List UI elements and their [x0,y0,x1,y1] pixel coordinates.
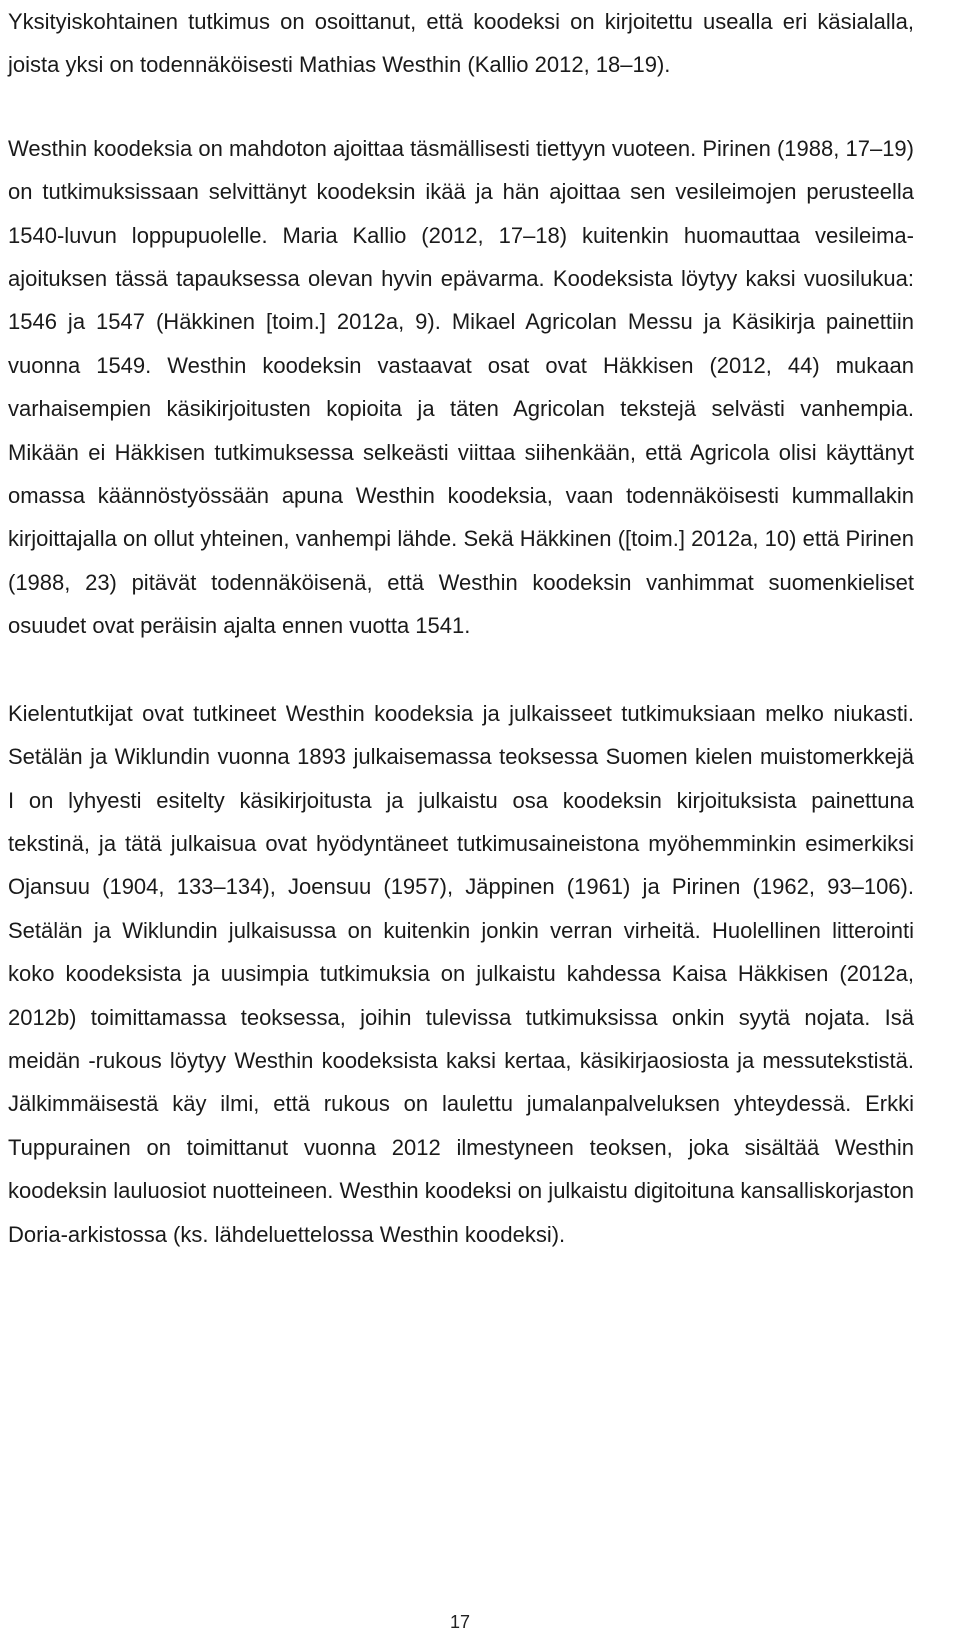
page-number: 17 [449,1612,471,1632]
paragraph-3: Kielentutkijat ovat tutkineet Westhin koodeksia ja julkaisseet tutkimuksiaan melko niukasti. Setälän ja Wiklundin vuonna 1893 julkaisemassa teoksessa Suomen kielen muistomerkkejä I on lyhyesti esitelty käsikirjoitusta ja julkaistu osa koodeksin kirjoituksista painettuna tekstinä, ja tätä julkaisua ovat hyödyntäneet tutkimusaineistona myöhemminkin esimerkiksi Ojansuu (1904, 133–134), Joensuu (1957), Jäppinen (1961) ja Pirinen (1962, 93–106). Setälän ja Wiklundin julkaisussa on kuitenkin jonkin verran virheitä. Huolellinen litterointi koko koodeksista ja uusimpia tutkimuksia on julkaistu kahdessa Kaisa Häkkisen (2012a, 2012b) toimittamassa teoksessa, joihin tulevissa tutkimuksissa onkin syytä nojata. Isä meidän -rukous löytyy Westhin koodeksista kaksi kertaa, käsikirjaosiosta ja messutekstistä. Jälkimmäisestä käy ilmi, että rukous on laulettu jumalanpalveluksen yhteydessä. Erkki Tuppurainen on toimittanut vuonna 2012 ilmestyneen teoksen, joka sisältää Westhin koodeksin lauluosiot nuotteineen. Westhin koodeksi on julkaistu digitoituna kansalliskorjaston Doria-arkistossa (ks. lähdeluettelossa Westhin koodeksi). [8,700,914,1247]
paragraph-2: Westhin koodeksia on mahdoton ajoittaa täsmällisesti tiettyyn vuoteen. Pirinen (1988, 17–19) on tutkimuksissaan selvittänyt koodeksin ikää ja hän ajoittaa sen vesileimojen perusteella 1540-luvun loppupuolelle. Maria Kallio (2012, 17–18) kuitenkin huomauttaa vesileima-ajoituksen tässä tapauksessa olevan hyvin epävarma. Koodeksista löytyy kaksi vuosilukua: 1546 ja 1547 (Häkkinen [toim.] 2012a, 9). Mikael Agricolan Messu ja Käsikirja painettiin vuonna 1549. Westhin koodeksin vastaavat osat ovat Häkkisen (2012, 44) mukaan varhaisempien käsikirjoitusten kopioita ja täten Agricolan tekstejä selvästi vanhempia. Mikään ei Häkkisen tutkimuksessa selkeästi viittaa siihenkään, että Agricola olisi käyttänyt omassa käännöstyössään apuna Westhin koodeksia, vaan todennäköisesti kummallakin kirjoittajalla on ollut yhteinen, vanhempi lähde. Sekä Häkkinen ([toim.] 2012a, 10) että Pirinen (1988, 23) pitävät todennäköisenä, että Westhin koodeksin vanhimmat suomenkieliset osuudet ovat peräisin ajalta ennen vuotta 1541. [8,135,914,639]
document-page [8,0,914,1256]
paragraph-1: Yksityiskohtainen tutkimus on osoittanut, että koodeksi on kirjoitettu usealla eri käsialalla, joista yksi on todennäköisesti Mathias Westhin (Kallio 2012, 18–19). [8,9,914,78]
